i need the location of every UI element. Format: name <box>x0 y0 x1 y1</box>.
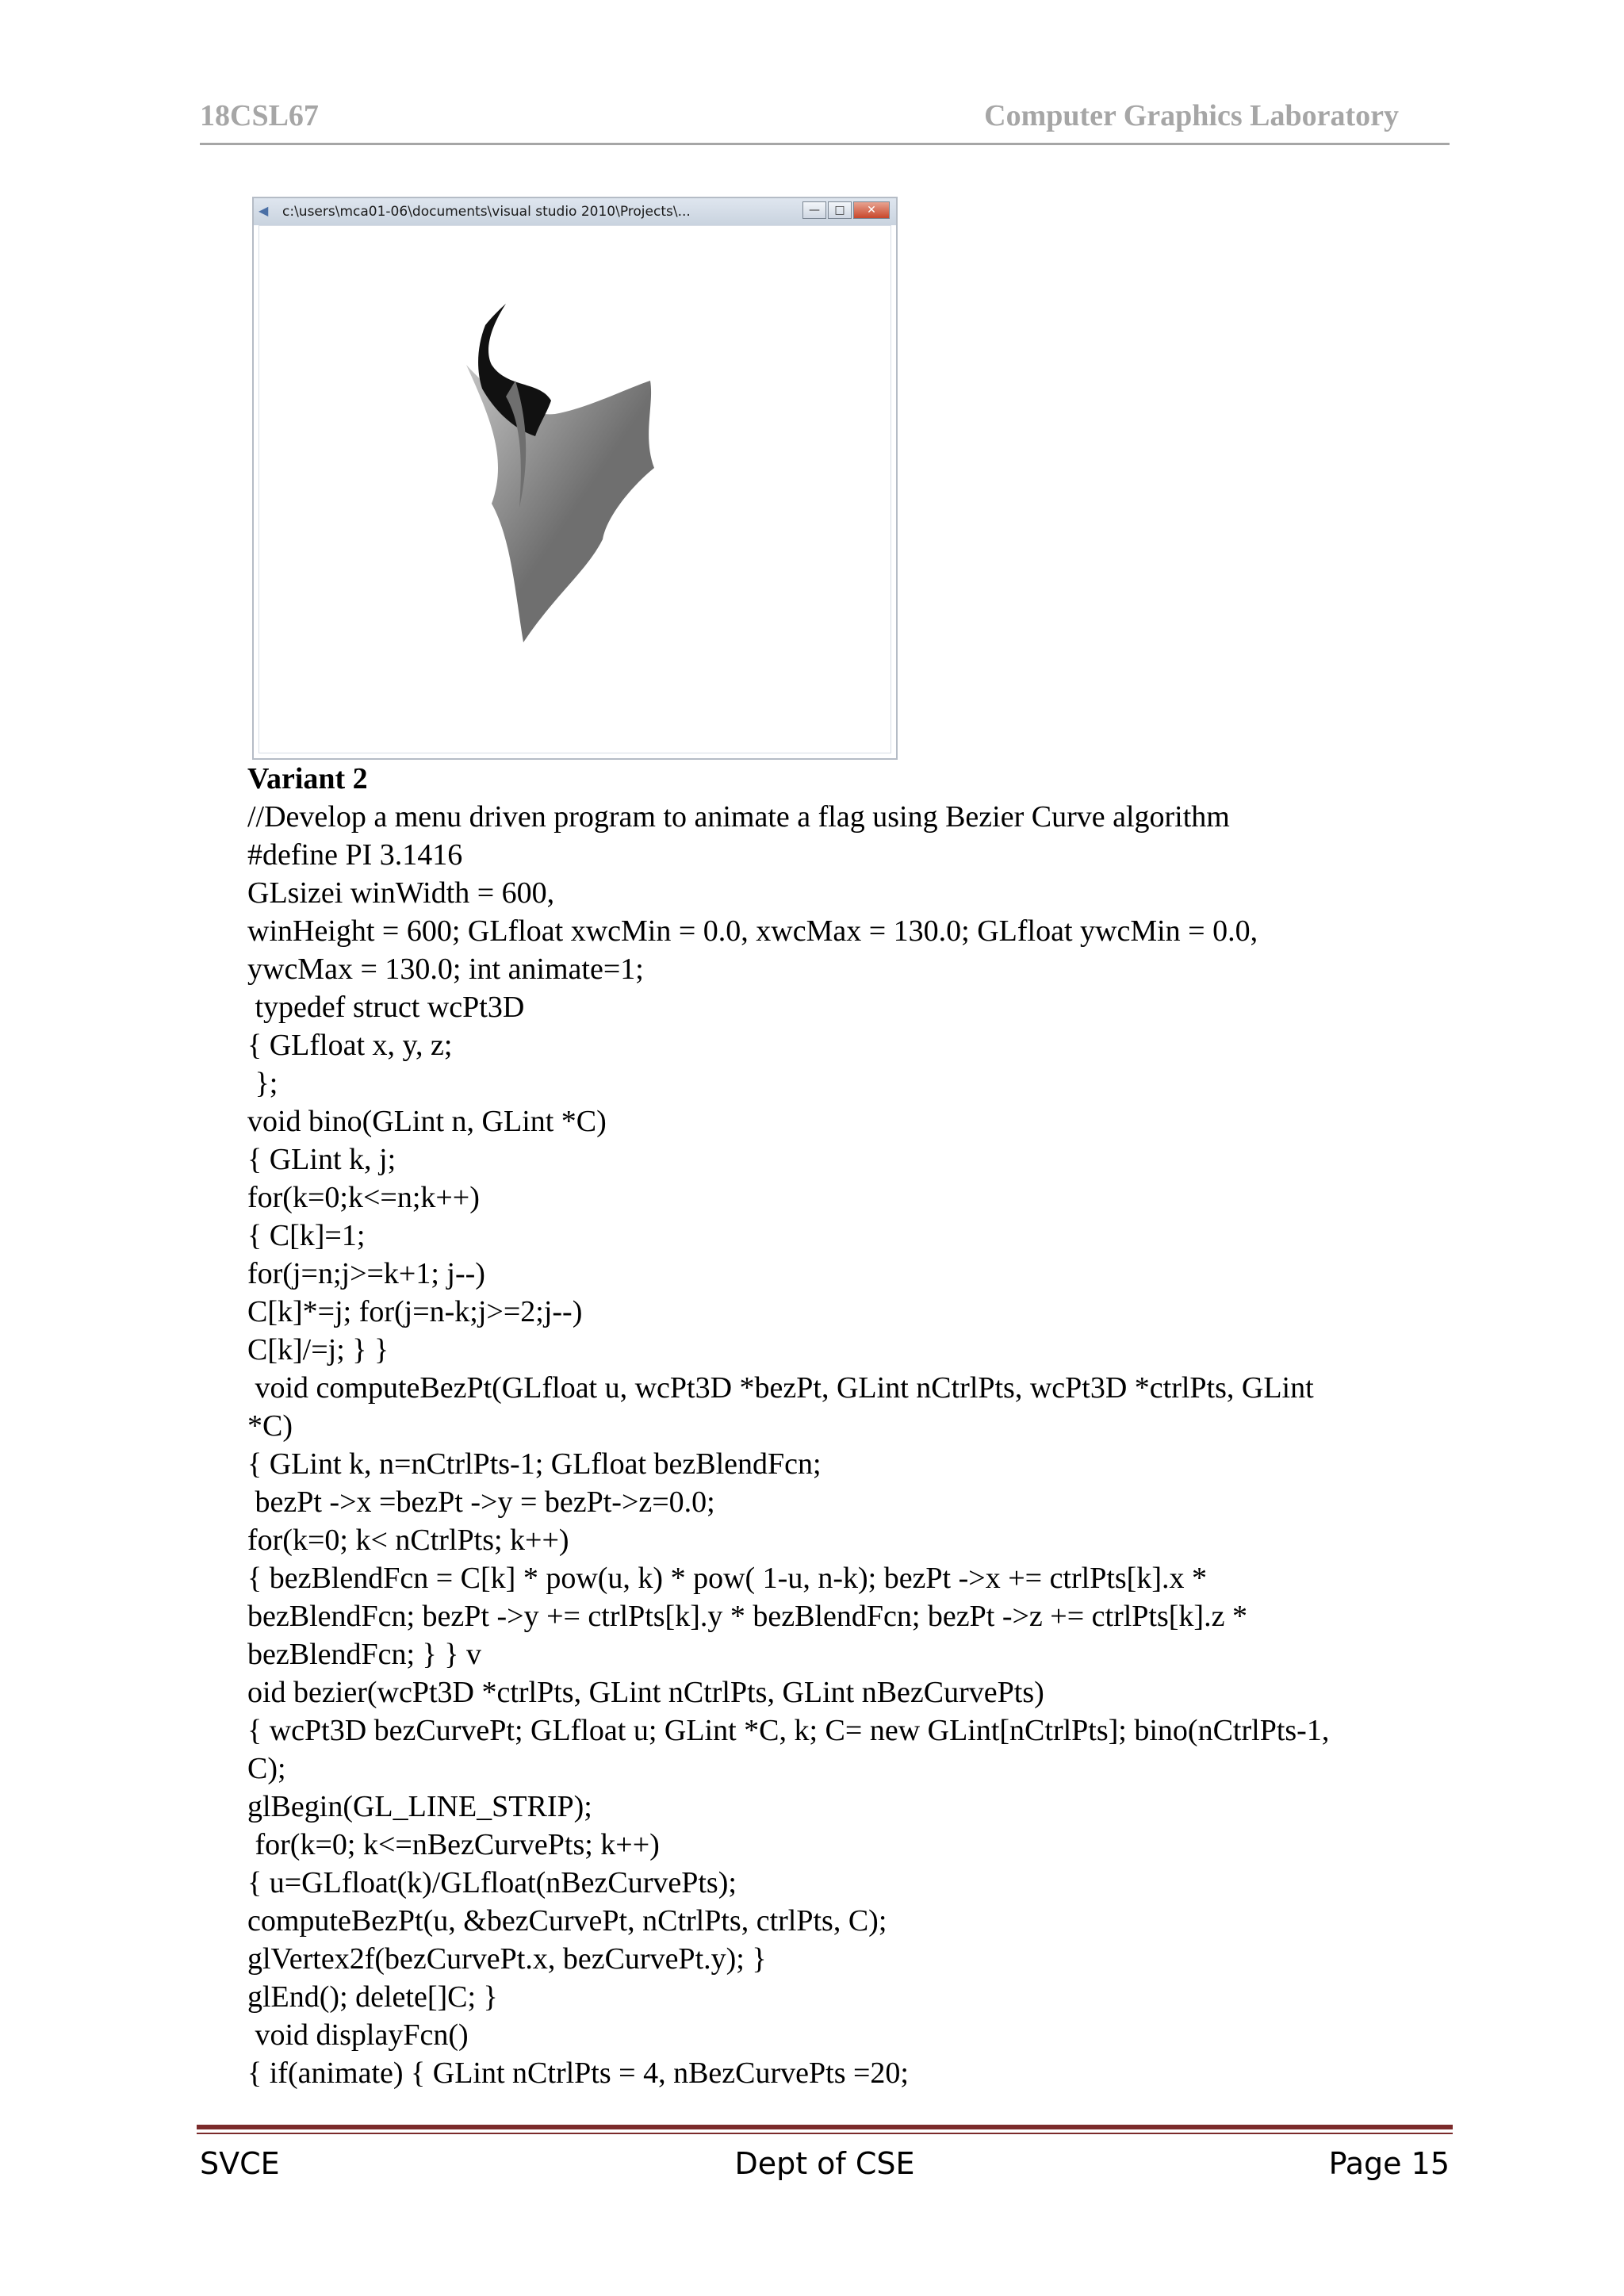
footer-institution: SVCE <box>200 2146 280 2181</box>
header-rule <box>200 143 1450 145</box>
code-line: bezPt ->x =bezPt ->y = bezPt->z=0.0; <box>247 1485 715 1519</box>
page-number: Page 15 <box>1328 2146 1450 2181</box>
footer-rule-thin <box>197 2133 1453 2134</box>
code-line: { wcPt3D bezCurvePt; GLfloat u; GLint *C, k; C= new GLint[nCtrlPts]; bino(nCtrlPts-1, <box>247 1714 1330 1747</box>
program-window-screenshot <box>252 197 898 760</box>
code-line: { GLint k, n=nCtrlPts-1; GLfloat bezBlendFcn; <box>247 1447 822 1481</box>
page-footer <box>200 2146 1450 2191</box>
code-line: *C) <box>247 1409 293 1443</box>
code-line: GLsizei winWidth = 600, <box>247 876 555 910</box>
page-header <box>200 98 1450 143</box>
code-line: //Develop a menu driven program to animate a flag using Bezier Curve algorithm <box>247 800 1230 834</box>
code-line: }; <box>247 1067 278 1100</box>
code-line: C[k]*=j; for(j=n-k;j>=2;j--) <box>247 1295 583 1328</box>
code-line: { C[k]=1; <box>247 1219 366 1252</box>
code-line: computeBezPt(u, &bezCurvePt, nCtrlPts, ctrlPts, C); <box>247 1904 887 1938</box>
code-line: void displayFcn() <box>247 2018 469 2052</box>
code-line: for(k=0; k< nCtrlPts; k++) <box>247 1524 569 1557</box>
code-line: void computeBezPt(GLfloat u, wcPt3D *bezPt, GLint nCtrlPts, wcPt3D *ctrlPts, GLint <box>247 1371 1314 1405</box>
code-line: void bino(GLint n, GLint *C) <box>247 1105 607 1138</box>
code-line: glVertex2f(bezCurvePt.x, bezCurvePt.y); } <box>247 1942 767 1976</box>
code-line: { u=GLfloat(k)/GLfloat(nBezCurvePts); <box>247 1866 737 1899</box>
code-line: for(j=n;j>=k+1; j--) <box>247 1257 485 1290</box>
footer-department: Dept of CSE <box>734 2146 915 2181</box>
maximize-icon: □ <box>828 201 852 219</box>
lab-title: Computer Graphics Laboratory <box>984 99 1399 132</box>
window-title: c:\users\mca01-06\documents\visual studio 2010\Projects\... <box>282 204 691 220</box>
code-line: oid bezier(wcPt3D *ctrlPts, GLint nCtrlPts, GLint nBezCurvePts) <box>247 1676 1044 1709</box>
code-line: { if(animate) { GLint nCtrlPts = 4, nBezCurvePts =20; <box>247 2056 909 2090</box>
code-line: C); <box>247 1752 286 1785</box>
code-line: C[k]/=j; } } <box>247 1333 389 1366</box>
code-line: ywcMax = 130.0; int animate=1; <box>247 953 644 986</box>
document-body <box>247 760 1453 2092</box>
footer-rule <box>197 2125 1453 2129</box>
code-line: typedef struct wcPt3D <box>247 991 525 1024</box>
code-line: bezBlendFcn; bezPt ->y += ctrlPts[k].y * bezBlendFcn; bezPt ->z += ctrlPts[k].z * <box>247 1600 1247 1633</box>
course-code: 18CSL67 <box>200 99 319 132</box>
app-icon: ◀ <box>259 203 269 218</box>
minimize-icon: — <box>802 201 826 219</box>
section-heading: Variant 2 <box>247 762 368 795</box>
code-line: bezBlendFcn; } } v <box>247 1638 482 1671</box>
code-line: { bezBlendFcn = C[k] * pow(u, k) * pow( 1-u, n-k); bezPt ->x += ctrlPts[k].x * <box>247 1562 1207 1595</box>
close-icon: ✕ <box>853 201 890 219</box>
code-line: for(k=0;k<=n;k++) <box>247 1181 480 1214</box>
code-line: #define PI 3.1416 <box>247 838 463 872</box>
code-line: glEnd(); delete[]C; } <box>247 1980 498 2014</box>
code-line: for(k=0; k<=nBezCurvePts; k++) <box>247 1828 660 1861</box>
code-line: { GLfloat x, y, z; <box>247 1029 453 1062</box>
flag-rendering <box>254 198 899 761</box>
code-line: { GLint k, j; <box>247 1143 396 1176</box>
code-line: glBegin(GL_LINE_STRIP); <box>247 1790 592 1823</box>
code-line: winHeight = 600; GLfloat xwcMin = 0.0, xwcMax = 130.0; GLfloat ywcMin = 0.0, <box>247 914 1258 948</box>
